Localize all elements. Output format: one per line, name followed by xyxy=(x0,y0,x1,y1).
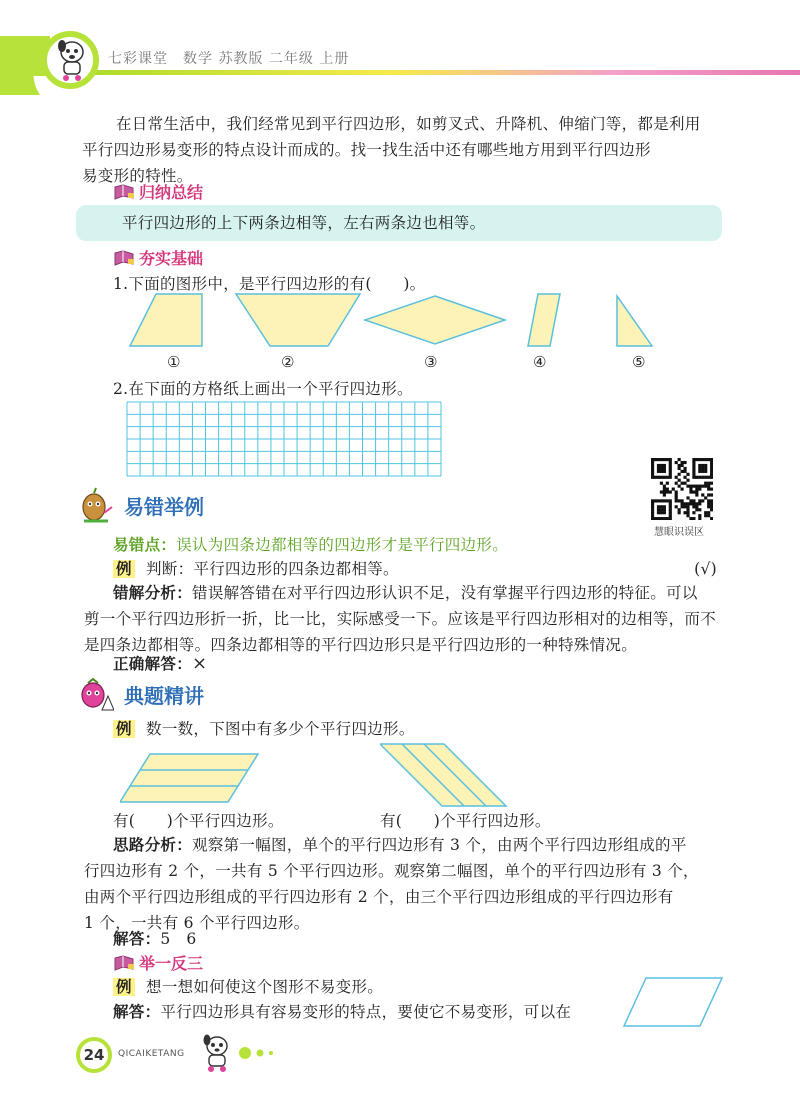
qr-module xyxy=(698,485,701,488)
qr-module xyxy=(663,464,666,467)
qr-module xyxy=(666,490,669,493)
qr-module xyxy=(669,505,672,508)
summary-box xyxy=(76,205,722,241)
qr-module xyxy=(698,488,701,491)
extend-label: 举一反三 xyxy=(139,954,204,973)
qr-module xyxy=(704,464,707,467)
qr-module xyxy=(686,505,689,508)
qr-module xyxy=(683,476,686,479)
qr-module xyxy=(689,488,692,491)
classic-analysis-line-2: 行四边形有 2 个，一共有 5 个平行四边形。观察第二幅图，单个的平行四边形有 3 个， xyxy=(84,862,699,880)
qr-module xyxy=(701,470,704,473)
qr-module xyxy=(692,499,695,502)
qr-module xyxy=(701,464,704,467)
qr-module xyxy=(681,488,684,491)
intro-line-3: 易变形的特性。 xyxy=(82,167,193,185)
qr-module xyxy=(704,458,707,461)
book-icon xyxy=(113,183,135,201)
qr-module xyxy=(651,476,654,479)
qr-module xyxy=(701,458,704,461)
qr-module xyxy=(663,517,666,520)
mistake-analysis-line-3: 是四条边都相等。四条边都相等的平行四边形只是平行四边形的一种特殊情况。 xyxy=(84,636,638,654)
qr-module xyxy=(698,499,701,502)
classic-example-text: 数一数，下图中有多少个平行四边形。 xyxy=(146,720,415,738)
qr-module xyxy=(651,514,654,517)
qr-module xyxy=(666,488,669,491)
qr-module xyxy=(678,508,681,511)
qr-module xyxy=(689,485,692,488)
qr-module xyxy=(683,467,686,470)
qr-module xyxy=(669,517,672,520)
qr-module xyxy=(692,470,695,473)
qr-module xyxy=(710,467,713,470)
extend-figure xyxy=(622,975,724,1029)
qr-module xyxy=(707,502,710,505)
qr-module xyxy=(710,482,713,485)
mistakes-header xyxy=(78,487,204,523)
classic-example xyxy=(113,716,415,742)
correct-answer-label: 正确解答： xyxy=(113,655,193,673)
qr-module xyxy=(707,511,710,514)
footer-mascot-icon xyxy=(200,1033,234,1073)
qr-module xyxy=(686,496,689,499)
page-number: 24 xyxy=(83,1046,105,1064)
qr-module xyxy=(707,476,710,479)
qr-module xyxy=(660,476,663,479)
qr-module xyxy=(695,490,698,493)
mistake-analysis-label: 错解分析： xyxy=(113,584,193,602)
qr-module xyxy=(686,502,689,505)
qr-module xyxy=(657,505,660,508)
footer-dots xyxy=(238,1046,278,1060)
qr-module xyxy=(692,505,695,508)
qr-module xyxy=(692,517,695,520)
shape-label-1: ① xyxy=(167,353,181,371)
qr-module xyxy=(710,508,713,511)
qr-module xyxy=(692,467,695,470)
classic-title: 典题精讲 xyxy=(124,683,204,708)
qr-module xyxy=(707,499,710,502)
qr-module xyxy=(675,499,678,502)
qr-module xyxy=(683,502,686,505)
qr-module xyxy=(695,493,698,496)
qr-module xyxy=(707,505,710,508)
qr-module xyxy=(689,517,692,520)
qr-module xyxy=(678,499,681,502)
qr-module xyxy=(695,488,698,491)
classic-analysis-line-3: 由两个平行四边形组成的平行四边形有 2 个，由三个平行四边形组成的平行四边形有 xyxy=(84,888,674,906)
qr-module xyxy=(681,461,684,464)
qr-module xyxy=(675,490,678,493)
qr-module xyxy=(683,511,686,514)
qr-code-icon xyxy=(651,458,713,520)
summary-label-row xyxy=(113,180,203,203)
qr-module xyxy=(686,485,689,488)
qr-module xyxy=(704,511,707,514)
qr-module xyxy=(692,461,695,464)
qr-module xyxy=(669,508,672,511)
book-icon xyxy=(113,249,135,267)
qr-module xyxy=(660,490,663,493)
footer-brand: QICAIKETANG xyxy=(118,1049,185,1059)
qr-module xyxy=(678,485,681,488)
extend-example xyxy=(113,974,383,1000)
qr-module xyxy=(660,511,663,514)
qr-module xyxy=(681,502,684,505)
qr-module xyxy=(707,514,710,517)
qr-module xyxy=(704,514,707,517)
classic-analysis-label: 思路分析： xyxy=(113,836,193,854)
qr-module xyxy=(663,476,666,479)
qr-module xyxy=(681,482,684,485)
qr-module xyxy=(657,470,660,473)
qr-module xyxy=(698,464,701,467)
shape-2-trapezoid xyxy=(236,294,360,346)
qr-module xyxy=(678,479,681,482)
qr-module xyxy=(651,502,654,505)
qr-module xyxy=(692,476,695,479)
qr-module xyxy=(701,499,704,502)
qr-module xyxy=(701,476,704,479)
classic-analysis-line-1: 观察第一幅图，单个的平行四边形有 3 个，由两个平行四边形组成的平 xyxy=(192,836,687,854)
qr-module xyxy=(710,458,713,461)
qr-module xyxy=(686,511,689,514)
mistake-point-label: 易错点： xyxy=(113,536,177,554)
classic-analysis-line-4: 1 个，一共有 6 个平行四边形。 xyxy=(84,914,310,932)
shape-label-3: ③ xyxy=(424,353,438,371)
qr-module xyxy=(654,476,657,479)
mistake-example-answer: (√) xyxy=(694,560,717,578)
qr-module xyxy=(660,464,663,467)
book-icon xyxy=(113,954,135,972)
qr-code[interactable] xyxy=(651,458,713,520)
mistakes-title: 易错举例 xyxy=(124,494,204,519)
pear-mascot-icon xyxy=(78,487,114,523)
qr-module xyxy=(695,476,698,479)
intro-line-1: 在日常生活中，我们经常见到平行四边形，如剪叉式、升降机、伸缩门等，都是利用 xyxy=(116,115,701,133)
qr-module xyxy=(678,458,681,461)
qr-module xyxy=(701,467,704,470)
qr-module xyxy=(654,499,657,502)
example-tag: 例 xyxy=(113,560,135,578)
qr-module xyxy=(651,473,654,476)
qr-module xyxy=(663,485,666,488)
qr-module xyxy=(710,502,713,505)
qr-module xyxy=(710,470,713,473)
mistake-analysis-line-1: 错误解答错在对平行四边形认识不足，没有掌握平行四边形的特征。可以 xyxy=(192,584,698,602)
qr-module xyxy=(660,508,663,511)
qr-module xyxy=(663,470,666,473)
qr-module xyxy=(678,467,681,470)
qr-module xyxy=(695,458,698,461)
qr-module xyxy=(651,458,654,461)
qr-module xyxy=(695,508,698,511)
qr-module xyxy=(707,488,710,491)
qr-module xyxy=(710,473,713,476)
qr-module xyxy=(663,488,666,491)
shape-4-parallelogram xyxy=(528,294,560,346)
qr-module xyxy=(657,511,660,514)
qr-module xyxy=(651,499,654,502)
qr-module xyxy=(698,502,701,505)
qr-module xyxy=(710,517,713,520)
parallelogram-stack-figure xyxy=(120,748,260,808)
qr-module xyxy=(651,464,654,467)
qr-module xyxy=(663,490,666,493)
shape-1-trapezoid xyxy=(130,294,202,346)
qr-module xyxy=(698,467,701,470)
qr-module xyxy=(681,505,684,508)
qr-module xyxy=(692,458,695,461)
classic-answer-value: 5 6 xyxy=(160,930,197,948)
qr-module xyxy=(651,467,654,470)
footer-badge xyxy=(76,1037,112,1073)
qr-module xyxy=(669,464,672,467)
qr-module xyxy=(698,508,701,511)
summary-text: 平行四边形的上下两条边相等，左右两条边也相等。 xyxy=(122,214,486,232)
classic-analysis xyxy=(84,832,724,936)
classic-blank-2[interactable]: 有( )个平行四边形。 xyxy=(380,812,551,830)
qr-module xyxy=(675,461,678,464)
classic-figure-2 xyxy=(380,740,510,810)
classic-blank-1[interactable]: 有( )个平行四边形。 xyxy=(113,812,284,830)
qr-module xyxy=(657,517,660,520)
classic-answer-label: 解答： xyxy=(113,930,161,948)
qr-module xyxy=(701,485,704,488)
qr-module xyxy=(710,499,713,502)
qr-module xyxy=(689,490,692,493)
classic-header xyxy=(78,676,204,712)
basics-label: 夯实基础 xyxy=(139,249,204,268)
qr-module xyxy=(660,499,663,502)
extend-label-row xyxy=(113,951,203,974)
qr-module xyxy=(663,508,666,511)
qr-module xyxy=(704,470,707,473)
mistake-analysis-line-2: 剪一个平行四边形折一折，比一比，实际感受一下。应该是平行四边形相对的边相等，而不 xyxy=(84,610,717,628)
qr-module xyxy=(669,502,672,505)
grid-paper[interactable] xyxy=(126,401,442,477)
qr-module xyxy=(698,458,701,461)
qr-module xyxy=(695,505,698,508)
extend-answer xyxy=(113,999,571,1025)
intro-line-2: 平行四边形易变形的特点设计而成的。找一找生活中还有哪些地方用到平行四边形 xyxy=(82,141,651,159)
qr-module xyxy=(701,493,704,496)
shape-label-4: ④ xyxy=(533,353,547,371)
question-2: 2.在下面的方格纸上画出一个平行四边形。 xyxy=(113,380,413,398)
qr-module xyxy=(675,482,678,485)
qr-module xyxy=(689,499,692,502)
qr-module xyxy=(675,505,678,508)
qr-module xyxy=(704,467,707,470)
qr-module xyxy=(657,476,660,479)
qr-module xyxy=(686,514,689,517)
qr-module xyxy=(686,508,689,511)
qr-module xyxy=(710,461,713,464)
qr-module xyxy=(663,511,666,514)
intro-paragraph xyxy=(82,111,732,189)
extend-answer-text: 平行四边形具有容易变形的特点，要使它不易变形，可以在 xyxy=(160,1003,572,1021)
qr-module xyxy=(698,470,701,473)
qr-module xyxy=(704,496,707,499)
qr-module xyxy=(657,508,660,511)
qr-module xyxy=(660,458,663,461)
qr-module xyxy=(669,473,672,476)
strawberry-mascot-icon xyxy=(78,676,114,712)
qr-module xyxy=(692,473,695,476)
correct-answer xyxy=(113,651,207,677)
qr-module xyxy=(698,476,701,479)
qr-module xyxy=(660,517,663,520)
qr-module xyxy=(651,508,654,511)
qr-module xyxy=(657,467,660,470)
qr-module xyxy=(695,485,698,488)
qr-module xyxy=(710,505,713,508)
qr-module xyxy=(651,461,654,464)
qr-module xyxy=(683,482,686,485)
qr-module xyxy=(657,499,660,502)
shape-label-5: ⑤ xyxy=(632,353,646,371)
qr-module xyxy=(654,517,657,520)
qr-module xyxy=(660,505,663,508)
qr-module xyxy=(683,470,686,473)
qr-module xyxy=(686,473,689,476)
qr-module xyxy=(666,458,669,461)
qr-module xyxy=(686,479,689,482)
basics-label-row xyxy=(113,246,203,269)
qr-module xyxy=(675,493,678,496)
qr-module xyxy=(666,482,669,485)
mistake-point-text: 误认为四条边都相等的四边形才是平行四边形。 xyxy=(176,536,509,554)
qr-module xyxy=(707,482,710,485)
shape-3-rhombus xyxy=(365,296,505,344)
example-tag: 例 xyxy=(113,720,135,738)
qr-module xyxy=(663,458,666,461)
qr-module xyxy=(681,470,684,473)
qr-module xyxy=(669,476,672,479)
qr-module xyxy=(692,485,695,488)
qr-module xyxy=(651,470,654,473)
extend-example-text: 想一想如何使这个图形不易变形。 xyxy=(146,978,384,996)
qr-module xyxy=(663,499,666,502)
qr-module xyxy=(669,461,672,464)
qr-module xyxy=(660,470,663,473)
parallelogram-figure xyxy=(622,975,724,1029)
qr-module xyxy=(663,493,666,496)
extend-answer-label: 解答： xyxy=(113,1003,161,1021)
qr-module xyxy=(669,490,672,493)
qr-module xyxy=(707,493,710,496)
qr-module xyxy=(675,476,678,479)
shapes-row xyxy=(120,290,660,350)
qr-module xyxy=(660,467,663,470)
qr-module xyxy=(710,488,713,491)
qr-module xyxy=(678,464,681,467)
mistake-example xyxy=(113,556,717,582)
qr-module xyxy=(666,476,669,479)
parallelogram-row-figure xyxy=(380,740,510,810)
qr-module xyxy=(692,511,695,514)
summary-label: 归纳总结 xyxy=(139,183,204,202)
qr-caption: 慧眼识误区 xyxy=(654,527,704,538)
qr-module xyxy=(698,514,701,517)
qr-module xyxy=(692,502,695,505)
shape-label-2: ② xyxy=(281,353,295,371)
qr-module xyxy=(710,464,713,467)
qr-module xyxy=(666,499,669,502)
qr-module xyxy=(678,473,681,476)
qr-module xyxy=(651,505,654,508)
qr-module xyxy=(669,499,672,502)
mistake-analysis xyxy=(84,580,724,658)
classic-figure-1 xyxy=(120,748,260,808)
qr-module xyxy=(704,482,707,485)
qr-module xyxy=(689,502,692,505)
qr-module xyxy=(683,461,686,464)
correct-answer-value: × xyxy=(192,653,208,674)
qr-module xyxy=(692,464,695,467)
qr-module xyxy=(663,467,666,470)
qr-module xyxy=(710,493,713,496)
qr-module xyxy=(698,517,701,520)
qr-module xyxy=(695,502,698,505)
qr-module xyxy=(672,488,675,491)
header-title: 七彩课堂 数学 苏教版 二年级 上册 xyxy=(108,51,350,67)
qr-module xyxy=(669,470,672,473)
qr-module xyxy=(666,517,669,520)
grid-paper-graphic xyxy=(126,401,442,477)
qr-module xyxy=(657,458,660,461)
qr-module xyxy=(669,458,672,461)
mistake-example-text: 判断：平行四边形的四条边都相等。 xyxy=(146,560,399,578)
qr-module xyxy=(654,458,657,461)
qr-module xyxy=(678,511,681,514)
qr-module xyxy=(707,485,710,488)
qr-module xyxy=(663,505,666,508)
mascot-icon xyxy=(54,38,90,82)
qr-module xyxy=(683,505,686,508)
qr-module xyxy=(704,476,707,479)
qr-module xyxy=(669,514,672,517)
qr-module xyxy=(681,464,684,467)
qr-module xyxy=(651,511,654,514)
qr-module xyxy=(660,482,663,485)
classic-answer xyxy=(113,926,197,952)
qr-module xyxy=(669,467,672,470)
example-tag: 例 xyxy=(113,978,135,996)
qr-module xyxy=(669,511,672,514)
qr-module xyxy=(681,499,684,502)
qr-module xyxy=(704,485,707,488)
shape-5-triangle xyxy=(617,296,652,346)
qr-module xyxy=(657,464,660,467)
qr-module xyxy=(651,517,654,520)
qr-module xyxy=(675,496,678,499)
qr-module xyxy=(707,458,710,461)
qr-module xyxy=(692,490,695,493)
shapes-graphic xyxy=(120,290,660,350)
question-1: 1.下面的图形中，是平行四边形的有( )。 xyxy=(113,275,426,293)
mistake-point xyxy=(113,532,508,558)
qr-module xyxy=(710,476,713,479)
